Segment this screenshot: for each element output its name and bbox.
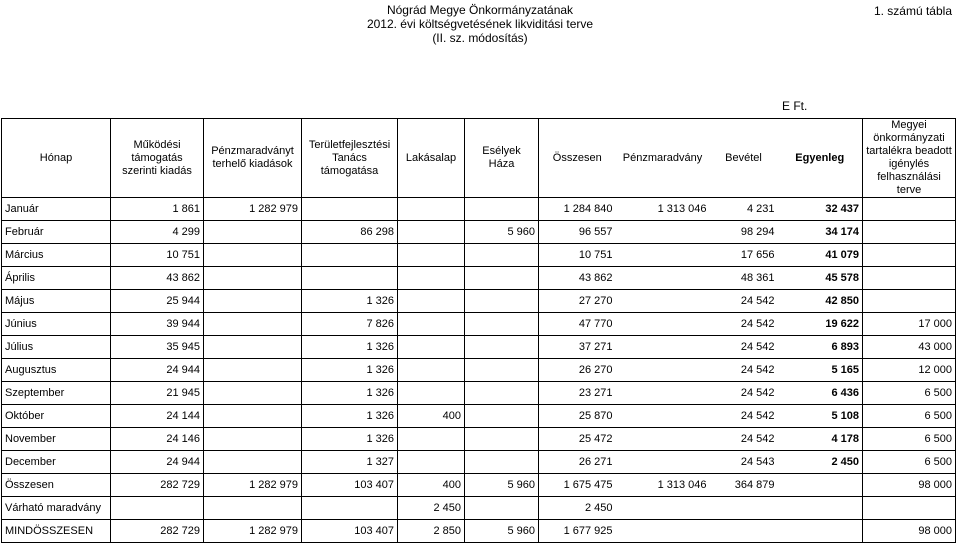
table-cell: 24 944: [111, 451, 204, 474]
table-cell: [465, 428, 539, 451]
table-cell: 17 656: [710, 244, 778, 267]
row-label: Július: [2, 336, 111, 359]
table-cell: 34 174: [778, 221, 863, 244]
title-line-1: Nógrád Megye Önkormányzatának: [386, 3, 574, 17]
table-cell: 1 326: [302, 290, 398, 313]
table-cell: 25 472: [539, 428, 616, 451]
table-cell: 7 826: [302, 313, 398, 336]
table-cell: 103 407: [302, 474, 398, 497]
table-cell: 1 326: [302, 336, 398, 359]
table-cell: [398, 244, 465, 267]
table-cell: 32 437: [778, 198, 863, 221]
table-cell: 6 500: [863, 405, 956, 428]
table-cell: 35 945: [111, 336, 204, 359]
table-cell: [465, 267, 539, 290]
table-cell: [302, 244, 398, 267]
row-label: MINDÖSSZESEN: [2, 520, 111, 543]
table-cell: [465, 336, 539, 359]
table-cell: 12 000: [863, 359, 956, 382]
table-cell: 98 000: [863, 520, 956, 543]
table-cell: 5 108: [778, 405, 863, 428]
row-label: Május: [2, 290, 111, 313]
col-header: Bevétel: [710, 119, 778, 198]
table-row: [2, 451, 956, 474]
table-cell: 2 850: [398, 520, 465, 543]
table-cell: 2 450: [778, 451, 863, 474]
table-cell: [616, 313, 710, 336]
unit-label: E Ft.: [782, 99, 808, 113]
title-line-3: (II. sz. módosítás): [432, 31, 528, 45]
table-cell: 17 000: [863, 313, 956, 336]
row-label: Február: [2, 221, 111, 244]
table-row: [2, 405, 956, 428]
table-row: [2, 359, 956, 382]
table-cell: [465, 405, 539, 428]
table-cell: [710, 520, 778, 543]
col-header: Működési támogatás szerinti kiadás: [111, 119, 204, 198]
table-cell: [616, 336, 710, 359]
table-cell: [465, 359, 539, 382]
table-cell: 282 729: [111, 474, 204, 497]
table-cell: [863, 198, 956, 221]
table-cell: 27 270: [539, 290, 616, 313]
table-cell: 24 542: [710, 405, 778, 428]
table-cell: [204, 313, 302, 336]
table-cell: [111, 497, 204, 520]
table-cell: 24 542: [710, 359, 778, 382]
table-cell: [398, 290, 465, 313]
table-row: [2, 336, 956, 359]
table-cell: 1 326: [302, 382, 398, 405]
table-cell: [398, 336, 465, 359]
table-cell: 4 299: [111, 221, 204, 244]
row-label: Várható maradvány: [2, 497, 111, 520]
table-cell: 98 294: [710, 221, 778, 244]
liquidity-table: [1, 118, 956, 543]
table-cell: [398, 382, 465, 405]
table-cell: 42 850: [778, 290, 863, 313]
table-cell: [863, 497, 956, 520]
table-cell: 6 893: [778, 336, 863, 359]
table-cell: 43 000: [863, 336, 956, 359]
table-cell: 6 500: [863, 382, 956, 405]
table-cell: 6 436: [778, 382, 863, 405]
table-cell: 1 313 046: [616, 474, 710, 497]
table-row: [2, 520, 956, 543]
col-header: Egyenleg: [778, 119, 863, 198]
table-row: [2, 267, 956, 290]
table-cell: [204, 221, 302, 244]
table-cell: 1 284 840: [539, 198, 616, 221]
table-cell: [302, 497, 398, 520]
col-header: Hónap: [2, 119, 111, 198]
table-cell: 5 960: [465, 474, 539, 497]
header-row: [2, 119, 956, 198]
table-row: [2, 290, 956, 313]
table-cell: 24 543: [710, 451, 778, 474]
table-cell: [778, 497, 863, 520]
table-cell: 1 282 979: [204, 520, 302, 543]
table-cell: 1 326: [302, 428, 398, 451]
table-cell: [465, 382, 539, 405]
table-cell: 282 729: [111, 520, 204, 543]
table-cell: [616, 405, 710, 428]
table-cell: [204, 428, 302, 451]
table-cell: 10 751: [111, 244, 204, 267]
table-cell: 1 326: [302, 359, 398, 382]
table-cell: 2 450: [398, 497, 465, 520]
table-cell: 1 861: [111, 198, 204, 221]
table-cell: [863, 290, 956, 313]
table-cell: [616, 382, 710, 405]
col-header: Lakásalap: [398, 119, 465, 198]
row-label: Összesen: [2, 474, 111, 497]
table-cell: 1 675 475: [539, 474, 616, 497]
table-row: [2, 428, 956, 451]
table-cell: 24 944: [111, 359, 204, 382]
table-cell: 364 879: [710, 474, 778, 497]
table-cell: [863, 221, 956, 244]
table-cell: 1 313 046: [616, 198, 710, 221]
table-row: [2, 313, 956, 336]
table-cell: [465, 244, 539, 267]
table-cell: 103 407: [302, 520, 398, 543]
row-label: December: [2, 451, 111, 474]
table-cell: [204, 290, 302, 313]
table-cell: [398, 221, 465, 244]
table-cell: 24 144: [111, 405, 204, 428]
table-cell: 24 542: [710, 382, 778, 405]
table-cell: [778, 520, 863, 543]
table-cell: 19 622: [778, 313, 863, 336]
table-cell: [863, 267, 956, 290]
table-cell: 26 271: [539, 451, 616, 474]
table-cell: [616, 359, 710, 382]
table-cell: [398, 428, 465, 451]
col-header: Területfejlesztési Tanács támogatása: [302, 119, 398, 198]
table-cell: 1 677 925: [539, 520, 616, 543]
table-cell: [616, 267, 710, 290]
table-cell: 37 271: [539, 336, 616, 359]
table-cell: 25 870: [539, 405, 616, 428]
table-cell: [398, 359, 465, 382]
col-header: Megyei önkormányzati tartalékra beadott igénylés felhasználási terve: [863, 119, 956, 198]
table-cell: [204, 405, 302, 428]
table-cell: 26 270: [539, 359, 616, 382]
table-cell: [204, 382, 302, 405]
title-line-2: 2012. évi költségvetésének likviditási terve: [366, 17, 594, 31]
table-row: [2, 244, 956, 267]
table-cell: [616, 290, 710, 313]
table-cell: 39 944: [111, 313, 204, 336]
table-cell: [398, 198, 465, 221]
table-number: 1. számú tábla: [873, 4, 952, 18]
table-cell: 5 165: [778, 359, 863, 382]
table-cell: [710, 497, 778, 520]
table-cell: [398, 313, 465, 336]
table-cell: 47 770: [539, 313, 616, 336]
row-label: November: [2, 428, 111, 451]
table-row: [2, 221, 956, 244]
table-cell: [398, 451, 465, 474]
table-cell: [616, 244, 710, 267]
table-cell: 24 542: [710, 336, 778, 359]
table-cell: [616, 451, 710, 474]
table-cell: 98 000: [863, 474, 956, 497]
table-cell: [398, 267, 465, 290]
table-cell: 400: [398, 474, 465, 497]
table-cell: 43 862: [539, 267, 616, 290]
table-cell: [616, 221, 710, 244]
table-cell: 24 542: [710, 313, 778, 336]
table-cell: 4 231: [710, 198, 778, 221]
table-cell: [204, 336, 302, 359]
table-cell: 21 945: [111, 382, 204, 405]
table-row: [2, 474, 956, 497]
table-cell: [778, 474, 863, 497]
table-cell: [302, 198, 398, 221]
table-cell: 25 944: [111, 290, 204, 313]
table-cell: 6 500: [863, 451, 956, 474]
table-cell: 1 282 979: [204, 198, 302, 221]
table-cell: 4 178: [778, 428, 863, 451]
row-label: Szeptember: [2, 382, 111, 405]
row-label: Június: [2, 313, 111, 336]
table-cell: 43 862: [111, 267, 204, 290]
table-cell: [204, 451, 302, 474]
row-label: Január: [2, 198, 111, 221]
table-cell: [616, 428, 710, 451]
table-cell: 400: [398, 405, 465, 428]
table-cell: 5 960: [465, 520, 539, 543]
col-header: Esélyek Háza: [465, 119, 539, 198]
table-cell: [616, 497, 710, 520]
table-cell: [204, 267, 302, 290]
col-header: Pénzmaradványt terhelő kiadások: [204, 119, 302, 198]
table-cell: [465, 198, 539, 221]
table-cell: 5 960: [465, 221, 539, 244]
table-cell: [204, 497, 302, 520]
row-label: Április: [2, 267, 111, 290]
table-cell: [616, 520, 710, 543]
table-row: [2, 497, 956, 520]
table-cell: 86 298: [302, 221, 398, 244]
table-cell: 1 326: [302, 405, 398, 428]
table-cell: [465, 497, 539, 520]
table-cell: 96 557: [539, 221, 616, 244]
row-label: Október: [2, 405, 111, 428]
table-cell: [863, 244, 956, 267]
table-cell: 24 542: [710, 290, 778, 313]
col-header: Pénzmaradvány: [616, 119, 710, 198]
table-cell: [204, 359, 302, 382]
table-cell: 45 578: [778, 267, 863, 290]
table-cell: 23 271: [539, 382, 616, 405]
table-cell: 1 282 979: [204, 474, 302, 497]
row-label: Augusztus: [2, 359, 111, 382]
table-cell: 24 542: [710, 428, 778, 451]
table-cell: 2 450: [539, 497, 616, 520]
table-cell: [465, 451, 539, 474]
table-cell: 6 500: [863, 428, 956, 451]
table-cell: [465, 290, 539, 313]
table-cell: 1 327: [302, 451, 398, 474]
col-header: Összesen: [539, 119, 616, 198]
table-cell: 10 751: [539, 244, 616, 267]
table-cell: 48 361: [710, 267, 778, 290]
row-label: Március: [2, 244, 111, 267]
table-cell: [465, 313, 539, 336]
table-row: [2, 382, 956, 405]
table-cell: 24 146: [111, 428, 204, 451]
table-cell: [302, 267, 398, 290]
table-cell: [204, 244, 302, 267]
table-row: [2, 198, 956, 221]
table-cell: 41 079: [778, 244, 863, 267]
